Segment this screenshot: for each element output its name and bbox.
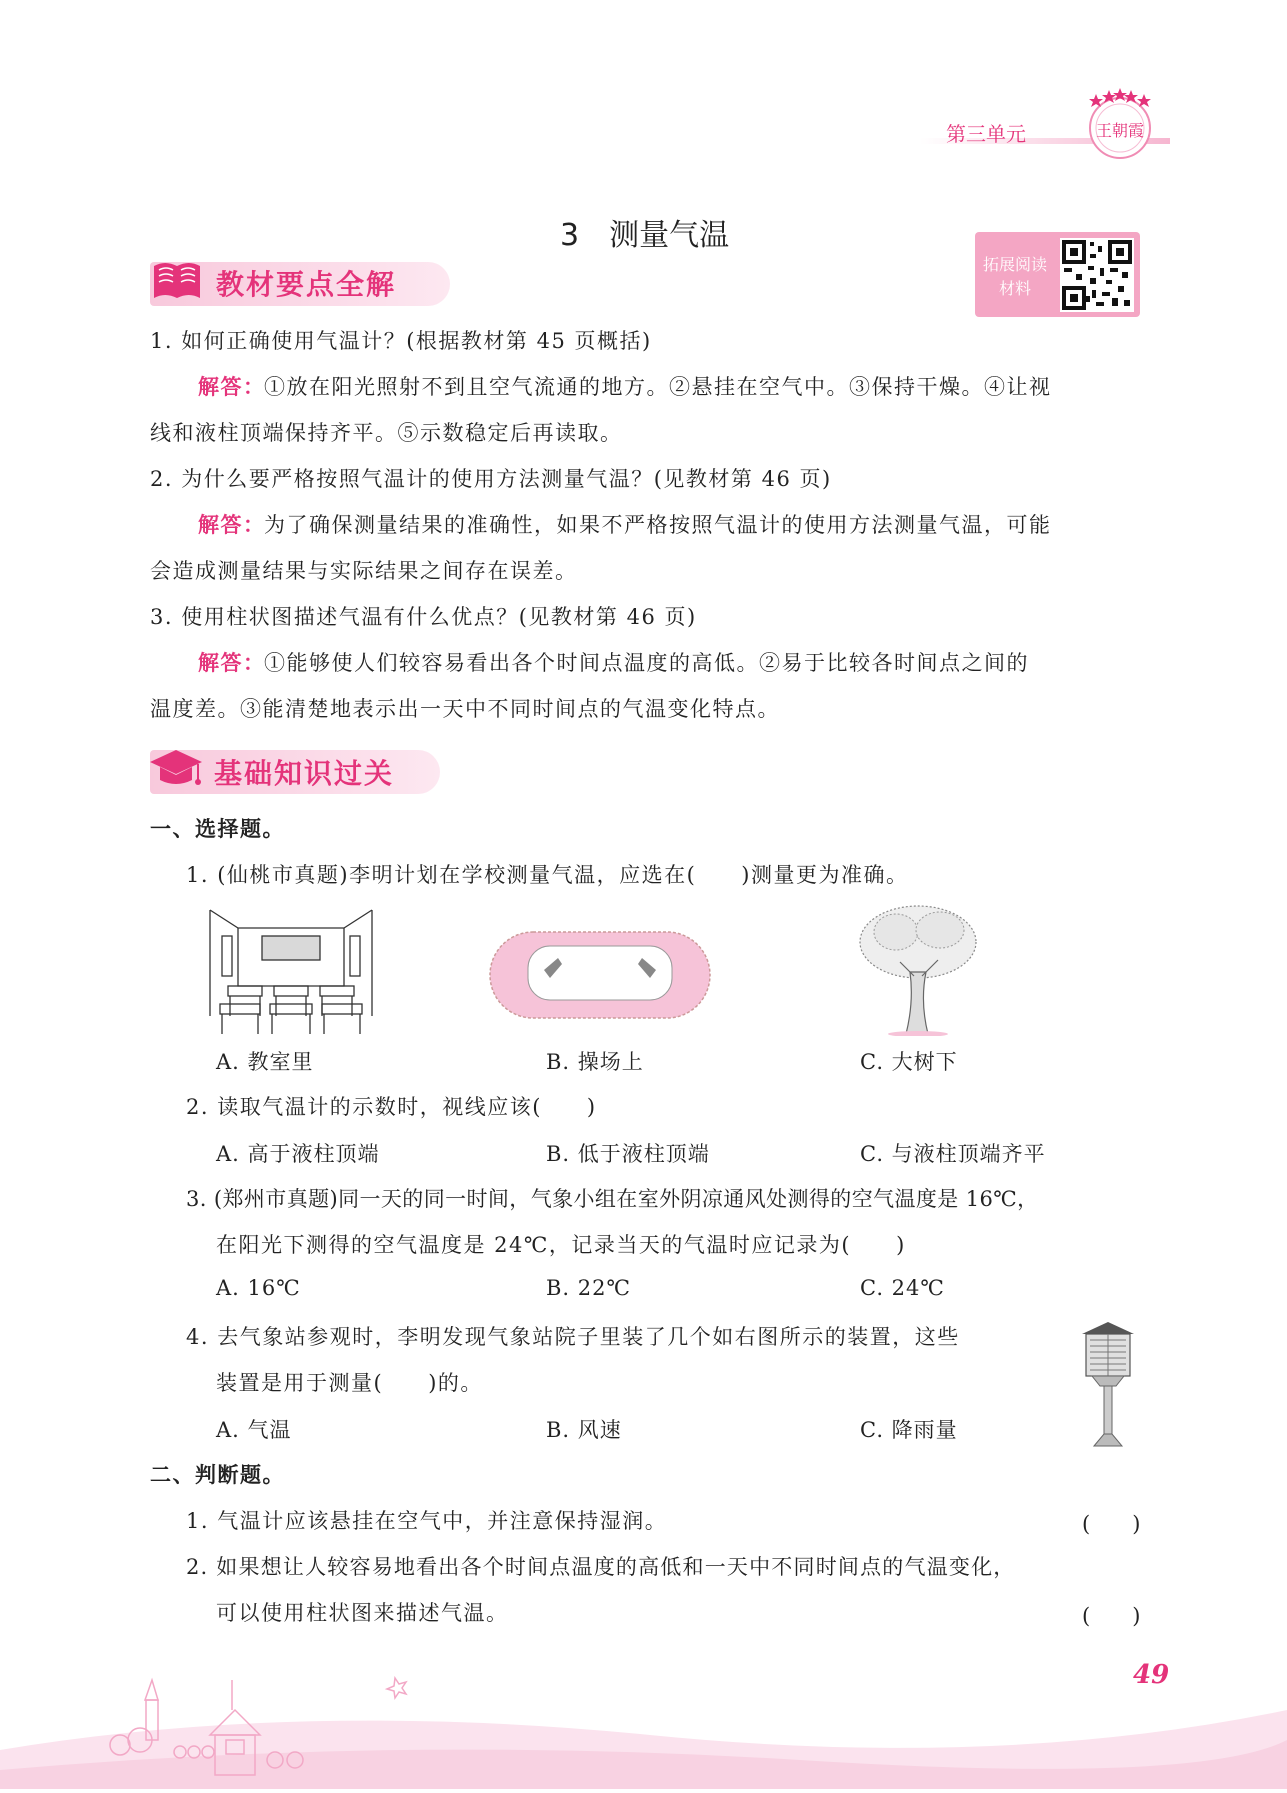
choice-3-option-a[interactable]: A. 16℃ (216, 1276, 301, 1300)
choice-3-stem-line1: 3. (郑州市真题)同一天的同一时间，气象小组在室外阴凉通风处测得的空气温度是 16℃， (186, 1187, 1039, 1211)
choice-2-stem: 2. 读取气温计的示数时，视线应该( ) (186, 1095, 597, 1119)
answer-2-line2: 会造成测量结果与实际结果之间存在误差。 (150, 559, 578, 583)
choice-3-stem-line2: 在阳光下测得的空气温度是 24℃，记录当天的气温时应记录为( ) (216, 1233, 906, 1257)
qr-label-line1: 拓展阅读 (983, 255, 1048, 274)
choice-1-stem: 1. (仙桃市真题)李明计划在学校测量气温，应选在( )测量更为准确。 (186, 863, 909, 887)
big-tree-image (856, 902, 980, 1036)
judge-2-text-line2: 可以使用柱状图来描述气温。 (216, 1601, 509, 1625)
answer-3-line1: ①能够使人们较容易看出各个时间点温度的高低。②易于比较各时间点之间的 (264, 651, 1029, 675)
classroom-image (208, 906, 374, 1036)
brand-logo (1080, 84, 1160, 164)
choice-4-stem-line2: 装置是用于测量( )的。 (216, 1371, 483, 1395)
part1-heading: 一、选择题。 (150, 816, 285, 841)
answer-1-line2: 线和液柱顶端保持齐平。⑤示数稳定后再读取。 (150, 421, 623, 445)
judge-1-text: 1. 气温计应该悬挂在空气中，并注意保持湿润。 (186, 1509, 668, 1533)
unit-label: 第三单元 (946, 122, 1026, 146)
question-3: 3. 使用柱状图描述气温有什么优点？(见教材第 46 页) (150, 605, 697, 629)
answer-1-line1: ①放在阳光照射不到且空气流通的地方。②悬挂在空气中。③保持干燥。④让视 (264, 375, 1052, 399)
page-number: 49 (1133, 1660, 1170, 1690)
answer-label-2: 解答： (198, 512, 266, 537)
qr-code-icon[interactable] (1060, 238, 1134, 312)
svg-text:王朝霞: 王朝霞 (1095, 121, 1145, 140)
question-2: 2. 为什么要严格按照气温计的使用方法测量气温？(见教材第 46 页) (150, 467, 832, 491)
graduation-cap-icon (148, 744, 204, 794)
judge-2-answer-blank[interactable]: ( ) (1082, 1604, 1141, 1628)
section-title-1: 教材要点全解 (216, 268, 397, 301)
section-title-2: 基础知识过关 (214, 757, 395, 790)
choice-4-option-b[interactable]: B. 风速 (546, 1418, 622, 1442)
choice-4-option-a[interactable]: A. 气温 (216, 1418, 292, 1442)
answer-3-line2: 温度差。③能清楚地表示出一天中不同时间点的气温变化特点。 (150, 697, 780, 721)
choice-3-option-b[interactable]: B. 22℃ (546, 1276, 631, 1300)
answer-label-1: 解答： (198, 374, 266, 399)
book-icon (150, 256, 204, 304)
choice-2-option-c[interactable]: C. 与液柱顶端齐平 (860, 1142, 1046, 1166)
qr-label-line2: 材料 (999, 279, 1032, 298)
footer-wave (0, 1640, 1287, 1789)
answer-2-line1: 为了确保测量结果的准确性，如果不严格按照气温计的使用方法测量气温，可能 (264, 513, 1052, 537)
choice-1-option-c[interactable]: C. 大树下 (860, 1050, 958, 1074)
choice-4-option-c[interactable]: C. 降雨量 (860, 1418, 958, 1442)
choice-1-option-b[interactable]: B. 操场上 (546, 1050, 644, 1074)
lesson-title: 3 测量气温 (560, 218, 730, 253)
choice-2-option-a[interactable]: A. 高于液柱顶端 (216, 1142, 380, 1166)
choice-3-option-c[interactable]: C. 24℃ (860, 1276, 945, 1300)
part2-heading: 二、判断题。 (150, 1462, 285, 1487)
judge-1-answer-blank[interactable]: ( ) (1082, 1512, 1141, 1536)
playground-image (488, 930, 712, 1020)
judge-2-text-line1: 2. 如果想让人较容易地看出各个时间点温度的高低和一天中不同时间点的气温变化， (186, 1555, 1016, 1579)
choice-4-stem-line1: 4. 去气象站参观时，李明发现气象站院子里装了几个如右图所示的装置，这些 (186, 1325, 960, 1349)
choice-2-option-b[interactable]: B. 低于液柱顶端 (546, 1142, 710, 1166)
question-1: 1. 如何正确使用气温计？(根据教材第 45 页概括) (150, 329, 652, 353)
weather-box-image (1078, 1318, 1138, 1448)
answer-label-3: 解答： (198, 650, 266, 675)
choice-1-option-a[interactable]: A. 教室里 (216, 1050, 314, 1074)
